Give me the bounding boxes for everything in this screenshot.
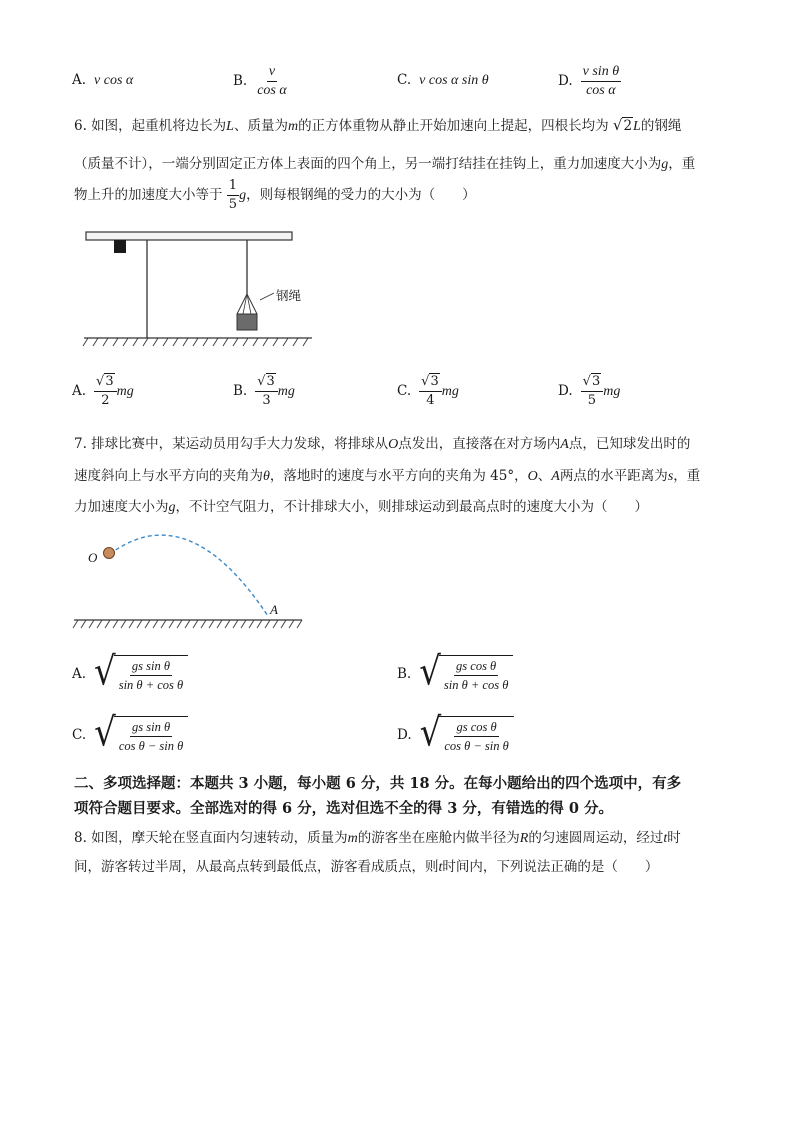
court-ground-hatch bbox=[73, 620, 302, 628]
cube-load bbox=[237, 314, 257, 330]
q6-option-d: D. $\frac{√3}{5}$ mg bbox=[558, 374, 621, 408]
crane-ground-hatch bbox=[83, 338, 308, 346]
q6-line-2: （质量不计），一端分别固定正方体上表面的四个角上，另一端打结挂在挂钩上，重力加速度大小为g，重 bbox=[74, 156, 696, 172]
q6-line-1: 6. 如图，起重机将边长为L、质量为m的正方体重物从静止开始加速向上提起，四根长均为 √2L的钢绳 bbox=[74, 116, 682, 134]
crane-counterweight bbox=[114, 240, 126, 253]
q6-option-b: B. $\frac{√3}{3}$ mg bbox=[233, 374, 295, 408]
q7-line-1: 7. 排球比赛中，某运动员用勾手大力发球，将排球从O点发出，直接落在对方场内A点，已知球发出时的 bbox=[74, 436, 691, 452]
volleyball-figure bbox=[72, 528, 308, 634]
q7-option-b: B. √ $\frac{\text{gs cos θ}}{\text{sin θ + cos θ}}$ bbox=[397, 655, 513, 693]
q7-line-2: 速度斜向上与水平方向的夹角为θ，落地时的速度与水平方向的夹角为 45°，O、A两点的水平距离为s，重 bbox=[74, 468, 701, 484]
steel-rope-left bbox=[237, 294, 247, 314]
q8-line-1: 8. 如图，摩天轮在竖直面内匀速转动，质量为m的游客坐在座舱内做半径为R的匀速圆周运动，经过t时 bbox=[74, 830, 681, 846]
steel-rope-label: 钢绳 bbox=[276, 288, 302, 303]
q6-option-c: C. $\frac{√3}{4}$ mg bbox=[397, 374, 459, 408]
q8-line-2: 间，游客转过半周，从最高点转到最低点，游客看成质点，则t时间内，下列说法正确的是（ ） bbox=[74, 859, 659, 875]
q5-option-c: C. v cos α sin θ bbox=[397, 72, 489, 88]
q7-option-a: A. √ $\frac{\text{gs sin θ}}{\text{sin θ + cos θ}}$ bbox=[72, 655, 188, 693]
q7-option-c: C. √ $\frac{\text{gs sin θ}}{\text{cos θ − sin θ}}$ bbox=[72, 716, 188, 754]
point-a-label: A bbox=[270, 602, 278, 617]
section-2-line-2: 项符合题目要求。全部选对的得 6 分，选对但选不全的得 3 分，有错选的得 0 分。 bbox=[74, 800, 614, 817]
trajectory-curve bbox=[110, 535, 268, 616]
q5-option-b: B. $\frac{v}{\text{cos α}}$ bbox=[233, 64, 287, 98]
crane-beam bbox=[86, 232, 292, 240]
point-o-label: O bbox=[88, 550, 98, 565]
q6-option-a: A. $\frac{√3}{2}$ mg bbox=[72, 374, 134, 408]
section-2-line-1: 二、多项选择题：本题共 3 小题，每小题 6 分，共 18 分。在每小题给出的四个选项中，有多 bbox=[74, 775, 682, 792]
q7-option-d: D. √ $\frac{\text{gs cos θ}}{\text{cos θ − sin θ}}$ bbox=[397, 716, 514, 754]
q6-line-3: 物上升的加速度大小等于 $\frac{1}{5}$ g，则每根钢绳的受力的大小为（ ） bbox=[74, 178, 476, 212]
q7-line-3: 力加速度大小为g，不计空气阻力，不计排球大小，则排球运动到最高点时的速度大小为（ ） bbox=[74, 499, 648, 515]
steel-rope-right bbox=[247, 294, 257, 314]
volleyball bbox=[104, 548, 115, 559]
rope-pointer bbox=[260, 293, 274, 300]
q5-option-a: A. v cos α bbox=[72, 72, 134, 88]
q5-option-d: D. $\frac{\text{v sin θ}}{\text{cos α}}$ bbox=[558, 64, 620, 98]
